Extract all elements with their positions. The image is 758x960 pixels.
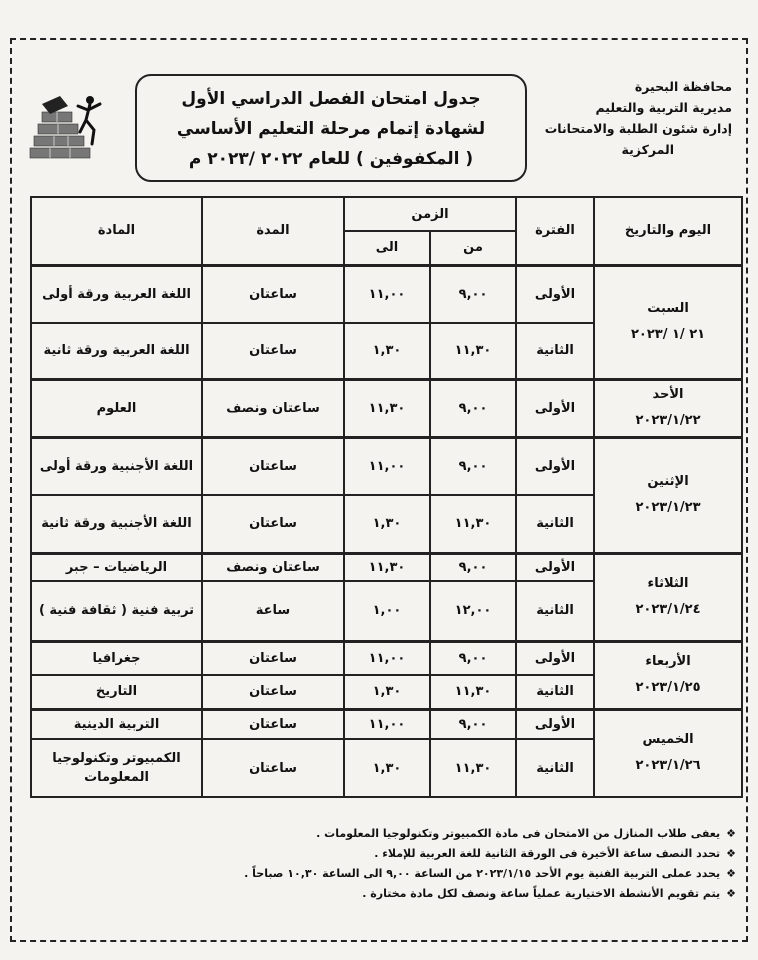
subject-cell: الرياضيات – جبر xyxy=(31,553,202,581)
period-cell: الثانية xyxy=(516,739,594,797)
table-row xyxy=(31,265,742,323)
duration-cell: ساعتان ونصف xyxy=(202,379,344,437)
exam-date: ٢٠٢٣/١/٢٢ xyxy=(635,413,701,428)
subject-cell: اللغة الأجنبية ورقة ثانية xyxy=(31,495,202,553)
note-text: تحدد النصف ساعة الأخيرة فى الورقة الثانية للغة العربية للإملاء . xyxy=(374,847,721,860)
title-line-3: ( المكفوفين ) للعام ٢٠٢٢ /٢٠٢٣ م xyxy=(188,149,474,169)
subject-cell: اللغة العربية ورقة أولى xyxy=(31,265,202,323)
from-time-cell: ٩,٠٠ xyxy=(430,553,516,581)
diamond-bullet-icon: ❖ xyxy=(726,847,736,860)
duration-cell: ساعتان xyxy=(202,641,344,675)
day-date-cell xyxy=(594,437,742,553)
table-row xyxy=(31,379,742,437)
day-date-cell xyxy=(594,265,742,379)
subject-cell: تربية فنية ( ثقافة فنية ) xyxy=(31,581,202,641)
period-cell: الأولى xyxy=(516,379,594,437)
duration-cell: ساعتان xyxy=(202,265,344,323)
central-label: المركزية xyxy=(621,142,674,157)
to-time-cell: ١١,٠٠ xyxy=(344,641,430,675)
subject-cell: التاريخ xyxy=(31,675,202,709)
from-time-cell: ١١,٣٠ xyxy=(430,675,516,709)
day-name: الخميس xyxy=(642,732,694,748)
diamond-bullet-icon: ❖ xyxy=(726,827,736,840)
exam-date: ٢٠٢٣/١/٢٦ xyxy=(635,758,701,774)
diamond-bullet-icon: ❖ xyxy=(726,867,736,880)
duration-cell: ساعتان xyxy=(202,495,344,553)
day-name: الأربعاء xyxy=(645,654,691,669)
period-cell: الأولى xyxy=(516,265,594,323)
exam-date: ٢٠٢٣/١/٢٤ xyxy=(635,602,701,617)
from-time-cell: ٩,٠٠ xyxy=(430,437,516,495)
diamond-bullet-icon: ❖ xyxy=(726,887,736,900)
table-row xyxy=(31,553,742,581)
title-line-1: جدول امتحان الفصل الدراسي الأول xyxy=(181,89,481,109)
period-cell: الأولى xyxy=(516,437,594,495)
subject-cell: اللغة العربية ورقة ثانية xyxy=(31,323,202,379)
note-text: يتم تقويم الأنشطة الاختيارية عملياً ساعة ونصف لكل مادة مختارة . xyxy=(362,887,721,900)
duration-cell: ساعتان xyxy=(202,739,344,797)
to-time-cell: ١١,٣٠ xyxy=(344,379,430,437)
header-from: من xyxy=(430,231,516,265)
day-date-cell xyxy=(594,709,742,797)
from-time-cell: ٩,٠٠ xyxy=(430,265,516,323)
from-time-cell: ٩,٠٠ xyxy=(430,379,516,437)
subject-cell: الكمبيوتر وتكنولوجيا المعلومات xyxy=(31,739,202,797)
day-date-cell xyxy=(594,553,742,641)
header-subject: المادة xyxy=(31,197,202,265)
directorate-label: مديرية التربية والتعليم xyxy=(595,100,732,115)
duration-cell: ساعتان ونصف xyxy=(202,553,344,581)
header-period: الفترة xyxy=(516,197,594,265)
governorate-label: محافظة البحيرة xyxy=(634,79,732,94)
notes-list xyxy=(16,824,736,904)
subject-cell: العلوم xyxy=(31,379,202,437)
note-text: يحدد عملى التربية الفنية يوم الأحد ٢٠٢٣/١/١٥ من الساعة ٩,٠٠ الى الساعة ١٠,٣٠ صباحاً . xyxy=(244,867,721,880)
day-name: الأحد xyxy=(652,387,684,402)
duration-cell: ساعتان xyxy=(202,709,344,739)
from-time-cell: ١١,٣٠ xyxy=(430,739,516,797)
from-time-cell: ١١,٣٠ xyxy=(430,323,516,379)
to-time-cell: ١,٠٠ xyxy=(344,581,430,641)
header-time: الزمن xyxy=(344,197,516,231)
to-time-cell: ١,٣٠ xyxy=(344,675,430,709)
title-line-2: لشهادة إتمام مرحلة التعليم الأساسي xyxy=(176,119,486,139)
to-time-cell: ١,٣٠ xyxy=(344,323,430,379)
document-title xyxy=(135,74,527,182)
note-item xyxy=(16,884,736,904)
subject-cell: التربية الدينية xyxy=(31,709,202,739)
header-to: الى xyxy=(344,231,430,265)
period-cell: الثانية xyxy=(516,495,594,553)
period-cell: الثانية xyxy=(516,675,594,709)
period-cell: الأولى xyxy=(516,709,594,739)
table-row xyxy=(31,641,742,675)
day-name: السبت xyxy=(647,301,689,316)
subject-cell: اللغة الأجنبية ورقة أولى xyxy=(31,437,202,495)
ministry-header xyxy=(532,76,732,160)
day-name: الإثنين xyxy=(647,474,689,489)
exam-date: ٢٠٢٣/١/٢٥ xyxy=(635,680,701,695)
from-time-cell: ١٢,٠٠ xyxy=(430,581,516,641)
to-time-cell: ١,٣٠ xyxy=(344,495,430,553)
exam-schedule-table xyxy=(30,196,743,798)
period-cell: الثانية xyxy=(516,323,594,379)
duration-cell: ساعتان xyxy=(202,323,344,379)
note-text: يعفى طلاب المنازل من الامتحان فى مادة الكمبيوتر وتكنولوجيا المعلومات . xyxy=(316,827,721,840)
header-duration: المدة xyxy=(202,197,344,265)
period-cell: الأولى xyxy=(516,641,594,675)
to-time-cell: ١١,٠٠ xyxy=(344,437,430,495)
subject-cell: جغرافيا xyxy=(31,641,202,675)
note-item xyxy=(16,824,736,844)
period-cell: الثانية xyxy=(516,581,594,641)
duration-cell: ساعتان xyxy=(202,675,344,709)
duration-cell: ساعتان xyxy=(202,437,344,495)
from-time-cell: ٩,٠٠ xyxy=(430,709,516,739)
to-time-cell: ١,٣٠ xyxy=(344,739,430,797)
education-logo-icon xyxy=(20,86,116,170)
from-time-cell: ١١,٣٠ xyxy=(430,495,516,553)
day-date-cell xyxy=(594,641,742,709)
table-row xyxy=(31,709,742,739)
note-item xyxy=(16,864,736,884)
exam-date: ٢٠٢٣/١/٢٣ xyxy=(635,500,701,515)
exam-date: ٢١ /١ /٢٠٢٣ xyxy=(630,327,706,342)
department-label: إدارة شئون الطلبة والامتحانات xyxy=(544,121,732,136)
note-item xyxy=(16,844,736,864)
to-time-cell: ١١,٣٠ xyxy=(344,553,430,581)
day-date-cell xyxy=(594,379,742,437)
from-time-cell: ٩,٠٠ xyxy=(430,641,516,675)
duration-cell: ساعة xyxy=(202,581,344,641)
to-time-cell: ١١,٠٠ xyxy=(344,709,430,739)
day-name: الثلاثاء xyxy=(647,576,689,591)
period-cell: الأولى xyxy=(516,553,594,581)
table-row xyxy=(31,437,742,495)
header-day-date: اليوم والتاريخ xyxy=(594,197,742,265)
to-time-cell: ١١,٠٠ xyxy=(344,265,430,323)
